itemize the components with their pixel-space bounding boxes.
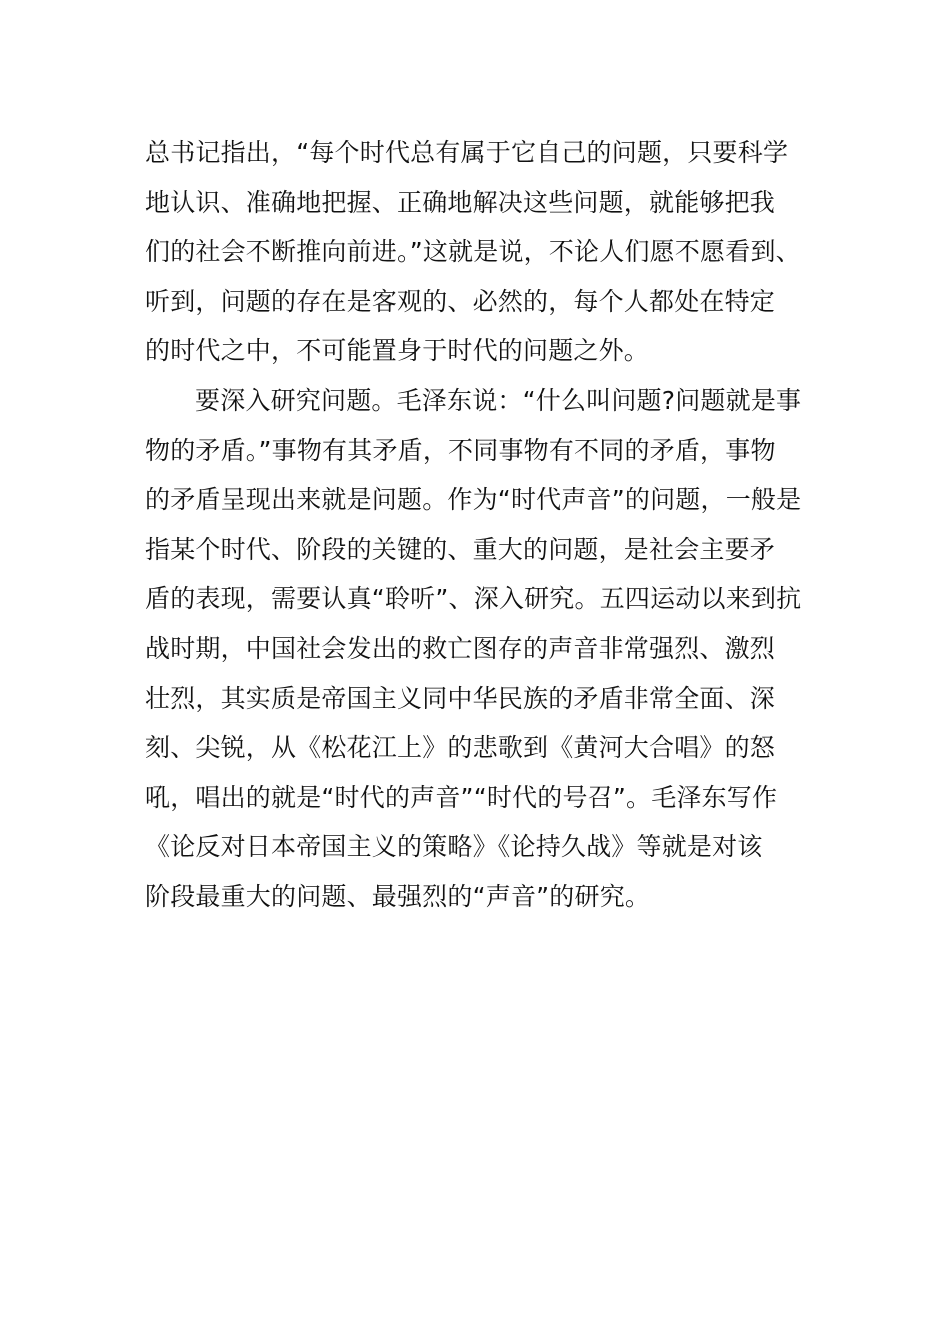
text-line: 刻、尖锐，从《松花江上》的悲歌到《黄河大合唱》的怒 — [145, 733, 776, 763]
text-line: 指某个时代、阶段的关键的、重大的问题，是社会主要矛 — [145, 534, 776, 564]
text-line: 地认识、准确地把握、正确地解决这些问题，就能够把我 — [145, 187, 776, 217]
text-line: 战时期，中国社会发出的救亡图存的声音非常强烈、激烈 — [145, 633, 776, 663]
paragraph-2 — [145, 376, 825, 922]
text-line: 的矛盾呈现出来就是问题。作为“时代声音”的问题，一般是 — [145, 485, 802, 515]
text-line: 们的社会不断推向前进。”这就是说，不论人们愿不愿看到、 — [145, 237, 801, 267]
text-line: 《论反对日本帝国主义的策略》《论持久战》等就是对该 — [145, 832, 763, 862]
text-line: 听到，问题的存在是客观的、必然的，每个人都处在特定 — [145, 286, 776, 316]
text-line: 要深入研究问题。毛泽东说：“什么叫问题?问题就是事 — [195, 385, 802, 415]
text-line: 物的矛盾。”事物有其矛盾，不同事物有不同的矛盾，事物 — [145, 435, 776, 465]
text-line: 吼，唱出的就是“时代的声音”“时代的号召”。毛泽东写作 — [145, 782, 778, 812]
text-line: 壮烈，其实质是帝国主义同中华民族的矛盾非常全面、深 — [145, 683, 776, 713]
text-line: 阶段最重大的问题、最强烈的“声音”的研究。 — [145, 881, 651, 911]
body-text — [145, 128, 825, 922]
text-line: 的时代之中，不可能置身于时代的问题之外。 — [145, 336, 650, 366]
text-line: 盾的表现，需要认真“聆听”、深入研究。五四运动以来到抗 — [145, 584, 802, 614]
text-line: 总书记指出，“每个时代总有属于它自己的问题，只要科学 — [145, 138, 789, 167]
paragraph-1 — [145, 128, 825, 376]
